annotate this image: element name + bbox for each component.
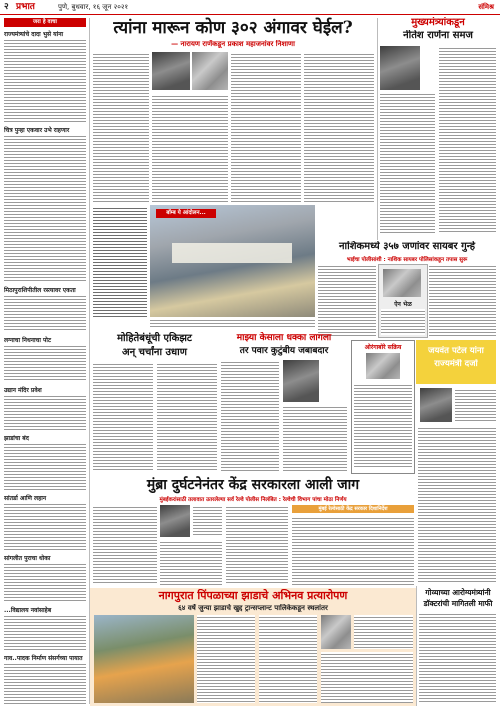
mansion-headline-2: तर पवार कुटुंबीय जबाबदार — [239, 346, 329, 356]
mansion-headline-1: माझ्या केसाला धक्का लागला — [236, 333, 332, 343]
nagpur-col-2 — [259, 615, 317, 703]
column-divider — [377, 18, 378, 240]
goa-headline-1: गोव्याच्या आरोग्यमंत्र्यांनी — [425, 588, 491, 597]
mumbai-col-2 — [160, 540, 222, 585]
mumbai-side-heading: मुंबई रेल्वेसाठी केंद्र सरकार दिशानिर्देश — [292, 505, 414, 513]
mansion-col-1 — [221, 360, 279, 472]
jaywant-headline-2: राज्यमंत्री दर्जा — [434, 359, 478, 369]
jaywant-col-2 — [418, 426, 496, 582]
top-story-col-2 — [152, 94, 228, 204]
brief-heading-4: लग्नाचा निधनाचा पोट — [4, 337, 51, 344]
protest-banner — [172, 243, 292, 263]
right-top-col-2 — [439, 46, 496, 234]
page-number: २ — [4, 2, 9, 12]
brief-heading-10: गाव..पादक निर्माण संसर्गच्या पायात — [4, 655, 83, 662]
mohite-headline-2: अन् चर्चांना उधाण — [121, 347, 188, 358]
brief-heading-7: सांतर्डा आणि लहान — [4, 495, 47, 502]
inset-text — [381, 309, 425, 335]
jaywant-col-1 — [455, 388, 496, 422]
brief-heading-1: राज्यमंत्र्यांचे दादा भुसे यांना — [4, 31, 64, 38]
mumbai-subheadline: मुंबईकरांसाठी तलावात उतरलेल्या सर्व रेल्वे पोलीस निलंबित : रेल्वेची विभाग पांचा मोठा निर्णय — [159, 497, 347, 503]
brief-heading-6: झाडांचा बंद — [4, 435, 29, 442]
nashik-subheadline: भाईचा पोलीसांशी : नाशिक सायबर पोलिसांकडून तपास सुरू — [346, 257, 468, 263]
brief-body-5 — [4, 394, 86, 430]
top-subheadline: — नारायण राणेंकडून प्रकाश महाजनांवर निशाणा — [171, 40, 295, 48]
mumbai-photo — [160, 505, 190, 537]
nagpur-photo — [94, 615, 194, 703]
right-top-headline-2: नीतेश राणेंना समज — [403, 30, 473, 41]
mumbai-headline: मुंब्रा दुर्घटनेनंतर केंद्र सरकारला आली जाग — [146, 477, 360, 493]
brief-body-7 — [4, 502, 86, 550]
top-story-col-4 — [304, 52, 374, 204]
nashik-col-3 — [429, 264, 496, 336]
top-story-col-5 — [93, 206, 147, 318]
mumbai-col-3 — [226, 505, 288, 585]
brief-heading-9: ...विद्यालय नवांसाहेब — [4, 607, 52, 614]
mansion-col-2 — [283, 405, 347, 472]
mohite-col-2 — [157, 362, 217, 472]
brief-heading-3: मिठापुराशिपीतील रस्त्यावर एकता — [4, 287, 76, 294]
brief-body-1 — [4, 38, 86, 122]
nagpur-headline: नागपुरात पिंपळाच्या झाडाचे अभिनव प्रत्यारोपण — [158, 589, 348, 602]
nashik-headline: नाशिकमध्ये ३५७ जणांवर सायबर गुन्हे — [338, 241, 476, 252]
nagpur-col-3b — [354, 615, 413, 649]
brief-heading-2: चित्र पुन्हा एकवार उभे राहणार — [4, 127, 70, 134]
photo-nitesh — [380, 46, 420, 90]
right-top-col-1 — [380, 92, 435, 234]
photo-mahajan — [192, 52, 228, 90]
side-box-title: ओरंगाबोरे सक्रिय — [364, 344, 402, 351]
photo-caption-text — [150, 318, 315, 328]
inset-photo — [383, 269, 421, 297]
brief-body-10 — [4, 662, 86, 704]
top-story-col-3 — [231, 52, 301, 204]
nagpur-small-photo — [321, 615, 351, 649]
section-name: संमिश्र — [478, 3, 494, 11]
column-divider — [416, 586, 417, 706]
brief-body-2 — [4, 134, 86, 282]
brief-body-9 — [4, 614, 86, 650]
side-box-photo — [366, 353, 400, 379]
column-label: जरा हे वाचा — [4, 18, 86, 27]
brief-body-6 — [4, 442, 86, 490]
mumbai-side-list — [292, 516, 414, 585]
brief-body-8 — [4, 562, 86, 602]
paper-name: प्रभात — [16, 2, 35, 12]
jaywant-header-box — [416, 340, 496, 384]
mansion-photo — [283, 360, 319, 402]
masthead — [0, 0, 500, 15]
brief-body-4 — [4, 344, 86, 382]
photo-caption-tag: बॉम्ब ये आंदोलन... — [156, 209, 216, 218]
jaywant-photo — [420, 388, 452, 422]
nashik-col-1 — [318, 264, 376, 336]
mohite-headline-1: मोहितेबंधूंची एकिझट — [117, 333, 192, 344]
left-column — [4, 18, 86, 704]
photo-rane — [152, 52, 190, 90]
mumbai-col-1 — [93, 505, 157, 585]
goa-headline-2: डॉक्टरांची मागितली माफी — [423, 599, 493, 608]
brief-heading-5: उद्यान मंदिर प्रवेश — [4, 387, 42, 394]
mohite-col-1 — [93, 362, 153, 472]
side-box — [351, 340, 415, 474]
top-story-col-1 — [93, 52, 149, 204]
jaywant-headline-1: जयवंत पटेल यांना — [428, 346, 484, 356]
top-headline: त्यांना मारून कोण ३०२ अंगावर घेईल? — [113, 18, 353, 38]
inset-name: ऐन भेळ — [394, 301, 412, 308]
nagpur-subheadline: ६४ वर्षे जुन्या झाडाचे खुद्द ट्रान्सप्लान्ट पालिकेकडून स्थलांतर — [178, 604, 328, 612]
nagpur-col-3 — [321, 652, 413, 703]
brief-body-3 — [4, 294, 86, 332]
protest-photo — [150, 205, 315, 317]
goa-body — [419, 612, 496, 704]
nagpur-col-1 — [197, 615, 255, 703]
brief-heading-8: सांगलीत पुराचा धोका — [4, 555, 51, 562]
right-top-headline-1: मुख्यमंत्र्यांकडून — [411, 17, 465, 28]
nashik-inset-box — [378, 264, 428, 338]
issue-date: पुणे, बुधवार, १६ जून २०२१ — [58, 3, 129, 11]
mumbai-col-2b — [193, 505, 222, 537]
side-box-text — [354, 383, 412, 469]
